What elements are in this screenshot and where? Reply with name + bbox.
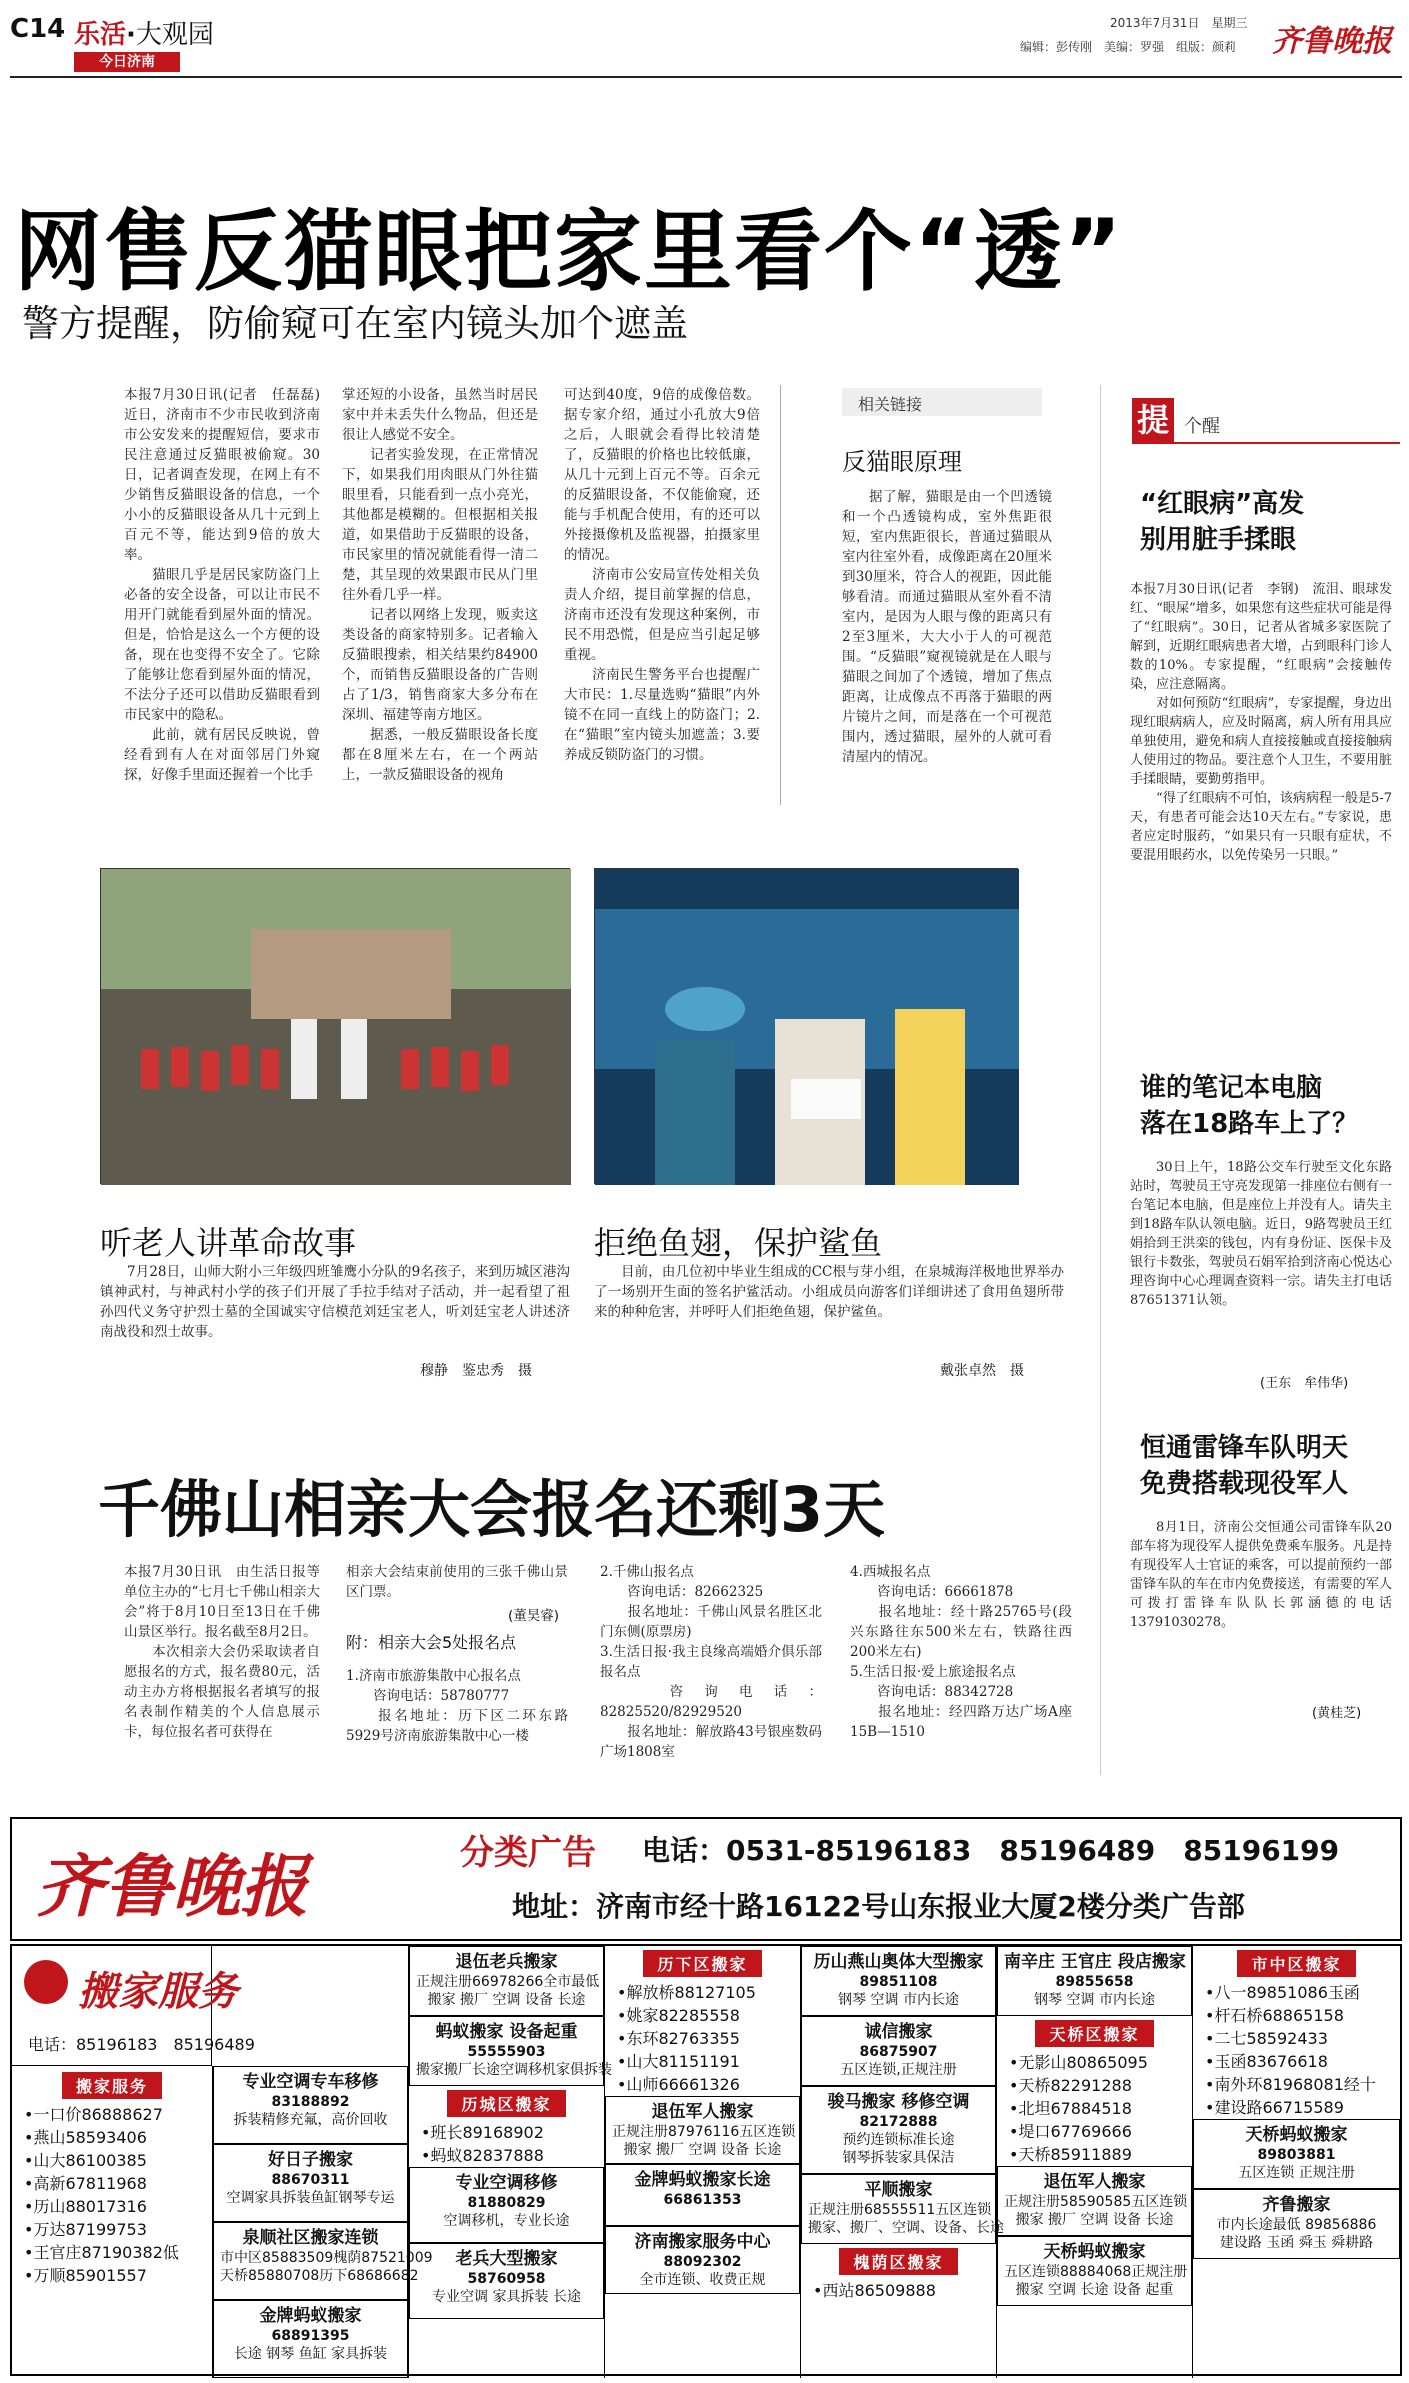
district-list <box>409 2121 604 2167</box>
district-entry: •西站86509888 <box>813 2281 936 2300</box>
ad-name: 专业空调专车移修 <box>242 2072 379 2092</box>
district-entry: •北坦67884518 <box>1009 2099 1132 2118</box>
district-entry: •玉函83676618 <box>1205 2052 1328 2071</box>
photo-children-image <box>101 869 571 1185</box>
ad-line: 钢琴拆装家具保洁 <box>842 2150 955 2166</box>
ad-name: 老兵大型搬家 <box>455 2249 558 2269</box>
sidebar-tab-box: 提 <box>1132 398 1174 442</box>
column-divider <box>780 385 781 805</box>
dating-column-4: 4.西城报名点 咨询电话：66661878 报名地址：经十路25765号(段兴东路往东500米左右，铁路往西200米左右) 5.生活日报·爱上旅途报名点 咨询电话：88342728 报名地址：经四路万达广场A座15B—1510 <box>850 1564 1072 1740</box>
ad-line: 搬家 搬厂 空调 设备 长途 <box>623 2142 782 2158</box>
district-head-wrap <box>801 2244 996 2279</box>
ad-cell <box>1193 2119 1400 2189</box>
ad-cell <box>997 2166 1192 2236</box>
district-entry: •山大86100385 <box>24 2151 147 2170</box>
ad-line: 建设路 玉函 舜玉 舜耕路 <box>1219 2235 1374 2251</box>
district-entry: •蚂蚁82837888 <box>421 2146 544 2165</box>
sidebar-divider <box>1100 385 1101 1775</box>
ad-name: 平顺搬家 <box>864 2180 933 2200</box>
sidebar-story-3-byline: (黄桂芝) <box>1312 1706 1362 1721</box>
sidebar-story-3-text: 8月1日，济南公交恒通公司雷锋车队20部车将为现役军人提供免费乘车服务。凡是持有现役军人士官证的乘客，可以提前预约一部雷锋车队的车在市内免费接送，有需要的军人可拨打雷锋车队队长郭涵德的电话13791030278。 <box>1130 1520 1392 1630</box>
section-subtitle: 大观园 <box>135 20 214 50</box>
district-entry: •山大81151191 <box>617 2052 740 2071</box>
district-entry: •历山88017316 <box>24 2197 147 2216</box>
header-rule <box>10 76 1402 78</box>
section-sub-label: 今日济南 <box>74 52 180 72</box>
photo-shark-protection <box>594 868 1018 1184</box>
district-list <box>801 2279 996 2302</box>
district-list-1 <box>12 2103 212 2287</box>
ad-cell <box>409 2243 604 2319</box>
district-entry: •解放桥88127105 <box>617 1983 756 2002</box>
ad-line: 86875907 <box>859 2044 938 2060</box>
photo-1-caption: 7月28日，山师大附小三年级四班雏鹰小分队的9名孩子，来到历城区港沟镇神武村，与神武村小学的孩子们开展了手拉手结对子活动，并一起看望了祖孙四代义务守护烈士墓的全国诚实守信模范刘廷宝老人，听刘廷宝老人讲述济南战役和烈士故事。 <box>100 1264 570 1340</box>
ad-cell <box>213 2222 433 2300</box>
district-entry: •二七58592433 <box>1205 2029 1328 2048</box>
ad-line: 专业空调 家具拆装 长途 <box>432 2289 581 2305</box>
district-list <box>605 1981 800 2096</box>
district-entry: •八一89851086玉函 <box>1205 1983 1360 2002</box>
ad-name: 退伍老兵搬家 <box>455 1952 558 1972</box>
dating-column-1: 本报7月30日讯 由生活日报等单位主办的“七月七千佛山相亲大会”将于8月10日至13日在千佛山景区举行。报名截至8月2日。 本次相亲大会仍采取读者自愿报名的方式，报名费80元，活动主办方将根据报名者填写的报名表制作精美的个人信息展示卡，每位报名者可获得在 <box>124 1564 320 1740</box>
brand-logo: 齐鲁晚报 <box>1272 24 1392 59</box>
sidebar-story-3-title: 恒通雷锋车队明天 免费搭载现役军人 <box>1140 1433 1349 1499</box>
ad-line: 空调移机，专业长途 <box>443 2213 570 2229</box>
ad-column-5 <box>800 1946 1004 2378</box>
ad-name: 齐鲁搬家 <box>1262 2195 1331 2215</box>
ad-cell <box>409 2016 612 2086</box>
ad-column-7 <box>1192 1946 1400 2378</box>
main-headline: 网售反猫眼把家里看个“透” <box>14 200 1124 303</box>
ad-cell <box>409 2167 604 2243</box>
ad-column-1 <box>12 2068 212 2287</box>
ad-line: 81880829 <box>467 2195 546 2211</box>
ad-line: 89803881 <box>1257 2147 1336 2163</box>
district-entry: •万顺85901557 <box>24 2266 147 2285</box>
ad-cell <box>801 2174 1004 2244</box>
district-head: 槐荫区搬家 <box>839 2248 957 2275</box>
sidebar-story-2-byline: (王东 牟伟华) <box>1260 1376 1349 1391</box>
district-entry: •杆石桥68865158 <box>1205 2006 1344 2025</box>
photo-children-memorial <box>100 868 570 1184</box>
moving-service-phone: 电话：85196183 85196489 <box>28 2035 255 2054</box>
district-entry: •燕山58593406 <box>24 2128 147 2147</box>
ad-name: 南辛庄 王官庄 段店搬家 <box>1004 1952 1186 1972</box>
district-entry: •一口价86888627 <box>24 2105 163 2124</box>
dating-byline: (董昊睿) <box>508 1608 560 1624</box>
article-column-1: 本报7月30日讯(记者 任磊磊) 近日，济南市不少市民收到济南市公安发来的提醒短信，要求市民注意通过反猫眼被偷窥。30日，记者调查发现，在网上有不少销售反猫眼设备的信息，一个小小的反猫眼设备从几十元到上百元不等，能达到9倍的放大率。 猫眼几乎是居民家防盗门上必备的安全设备，可以让市民不用开门就能看到屋外面的情况。但是，恰恰是这么一个方便的设备，现在也变得不安全了。它除了能够让您看到屋外面的情况，不法分子还可以借助反猫眼看到市民家中的隐私。 此前，就有居民反映说，曾经看到有人在对面邻居门外窥探，好像手里面还握着一个比手 <box>124 387 320 783</box>
ad-name: 泉顺社区搬家连锁 <box>242 2228 379 2248</box>
dating-points-head: 附：相亲大会5处报名点 <box>346 1633 517 1652</box>
ad-line: 天桥85880708历下68686682 <box>220 2268 419 2284</box>
ad-line: 83188892 <box>271 2094 350 2110</box>
ad-cell <box>997 1946 1192 2016</box>
ad-column-2 <box>212 2066 433 2378</box>
ad-line: 正规注册58590585五区连锁 <box>1004 2194 1188 2210</box>
district-entry: •高新67811968 <box>24 2174 147 2193</box>
district-entry: •无影山80865095 <box>1009 2053 1148 2072</box>
ad-line: 市内长途最低 89856886 <box>1216 2217 1377 2233</box>
ad-line: 钢琴 空调 市内长途 <box>1034 1992 1155 2008</box>
ad-line: 全市连锁、收费正规 <box>639 2272 766 2288</box>
ad-cell <box>213 2300 408 2378</box>
ad-cell <box>801 2086 996 2174</box>
ad-name: 金牌蚂蚁搬家长途 <box>634 2170 771 2190</box>
sidebar-story-2-title: 谁的笔记本电脑 落在18路车上了？ <box>1140 1073 1359 1139</box>
ad-line: 五区连锁,正规注册 <box>840 2062 957 2078</box>
section-name: 乐活·大观园 <box>74 20 214 50</box>
district-entry: •王官庄87190382低 <box>24 2243 179 2262</box>
photo-2-title: 拒绝鱼翅，保护鲨鱼 <box>594 1224 883 1262</box>
ad-cell <box>801 2016 996 2086</box>
classified-address: 地址：济南市经十路16122号山东报业大厦2楼分类广告部 <box>512 1890 1245 1923</box>
moving-service-panel <box>12 1946 255 2066</box>
ad-cell <box>605 2164 800 2226</box>
ad-name: 金牌蚂蚁搬家 <box>259 2306 362 2326</box>
ad-cell <box>409 1946 604 2016</box>
ad-cell <box>801 1946 996 2016</box>
ad-line: 市中区85883509槐荫87521009 <box>220 2250 433 2266</box>
classified-category: 分类广告 <box>460 1833 596 1873</box>
ad-line: 长途 钢琴 鱼缸 家具拆装 <box>233 2346 388 2362</box>
related-title: 反猫眼原理 <box>842 448 962 476</box>
ad-name: 骏马搬家 移修空调 <box>827 2092 970 2112</box>
article-column-3: 可达到40度，9倍的成像倍数。据专家介绍，通过小孔放大9倍之后，人眼就会看得比较清楚了，反猫眼的价格也比较低廉，从几十元到上百元不等。百余元的反猫眼设备，不仅能偷窥，还能与手机配合使用，有的还可以外接摄像机及监视器，拍摄家里的情况。 济南市公安局宣传处相关负责人介绍，提目前掌握的信息，济南市还没有发现这种案例，市民不用恐慌，但是应当引起足够重视。 济南民生警务平台也提醒广大市民：1.尽量选购“猫眼”内外镜不在同一直线上的防盗门；2.在“猫眼”室内镜头加遮盖；3.要养成反锁防盗门的习惯。 <box>564 387 760 763</box>
ad-line: 89855658 <box>1055 1974 1134 1990</box>
ad-line: 正规注册66978266全市最低 <box>416 1974 600 1990</box>
main-subheadline: 警方提醒，防偷窥可在室内镜头加个遮盖 <box>22 302 688 345</box>
district-entry: •天桥82291288 <box>1009 2076 1132 2095</box>
header-date: 2013年7月31日 星期三 <box>1110 16 1248 30</box>
ad-line: 五区连锁 正规注册 <box>1238 2165 1355 2181</box>
ad-name: 济南搬家服务中心 <box>634 2232 771 2252</box>
header-editors: 编辑：彭传刚 美编：罗强 组版：颜莉 <box>1020 40 1237 54</box>
classified-banner <box>10 1817 1402 1941</box>
ad-cell <box>605 2096 800 2164</box>
district-head: 市中区搬家 <box>1237 1950 1355 1977</box>
ad-line: 预约连锁标准长途 <box>842 2132 955 2148</box>
district-head-1: 搬家服务 <box>62 2072 162 2099</box>
ad-column-3 <box>408 1946 612 2378</box>
ad-cell <box>605 2226 800 2294</box>
ad-line: 搬家 搬厂 空调 设备 长途 <box>427 1992 586 2008</box>
classified-brand: 齐鲁晚报 <box>36 1847 309 1927</box>
ad-line: 钢琴 空调 市内长途 <box>838 1992 959 2008</box>
district-head: 天桥区搬家 <box>1035 2020 1153 2047</box>
sidebar-tab-label: 个醒 <box>1184 416 1220 437</box>
moving-service-title: 搬家服务 <box>78 1969 238 2015</box>
ad-name: 退伍军人搬家 <box>1043 2172 1146 2192</box>
ad-name: 蚂蚁搬家 设备起重 <box>435 2022 578 2042</box>
district-head-wrap <box>997 2016 1192 2051</box>
ad-name: 历山燕山奥体大型搬家 <box>813 1952 984 1972</box>
district-entry: •万达87199753 <box>24 2220 147 2239</box>
dating-column-3: 2.千佛山报名点 咨询电话：82662325 报名地址：千佛山风景名胜区北门东侧(原票房) 3.生活日报·我主良缘高端婚介俱乐部报名点 咨询电话：82825520/82929520 报名地址：解放路43号银座数码广场1808室 <box>600 1564 822 1760</box>
district-entry: •东环82763355 <box>617 2029 740 2048</box>
ad-line: 空调家具拆装鱼缸钢琴专运 <box>226 2190 395 2206</box>
ad-line: 搬家、搬厂、空调、设备、长途 <box>808 2220 1004 2236</box>
sidebar-tab-rule <box>1132 442 1400 444</box>
page-number: C14 <box>10 14 66 44</box>
ad-cell <box>213 2144 408 2222</box>
related-text: 据了解，猫眼是由一个凹透镜和一个凸透镜构成，室外焦距很短，室内焦距很长，普通过猫眼从室内往室外看，成像距离在20厘米到30厘米，符合人的视距，因此能够看清。而通过猫眼从室外看不清室内，是因为人眼与像的距离只有2至3厘米，大大小于人的可视范围。“反猫眼”窥视镜就是在人眼与猫眼之间加了个透镜，增加了焦点距离，让成像点不再落于猫眼的两片镜片之间，而是落在一个可视范围内，透过猫眼，屋外的人就可看清屋内的情况。 <box>842 489 1052 765</box>
district-entry: •姚家82285558 <box>617 2006 740 2025</box>
ad-line: 68891395 <box>271 2328 350 2344</box>
ad-line: 拆装精修充氟，高价回收 <box>233 2112 388 2128</box>
sidebar-story-2-text: 30日上午，18路公交车行驶至文化东路站时，驾驶员王守亮发现第一排座位右侧有一台笔记本电脑，但是座位上并没有人。请失主到18路车队认领电脑。近日，9路驾驶员王红娟拾到王洪栾的钱包，内有身份证、医保卡及银行卡数张，驾驶员石娟军拾到济南心悦达心理咨询中心心理调查资料一宗。请失主打电话87651371认领。 <box>1130 1160 1392 1308</box>
photo-1-title: 听老人讲革命故事 <box>100 1224 357 1262</box>
district-head: 历城区搬家 <box>447 2090 565 2117</box>
photo-2-credit: 戴张卓然 摄 <box>940 1363 1024 1379</box>
ad-cell <box>997 2236 1192 2306</box>
ad-column-4 <box>604 1946 800 2378</box>
district-entry: •天桥85911889 <box>1009 2145 1132 2164</box>
classified-phones: 电话：0531-85196183 85196489 85196199 <box>642 1834 1340 1867</box>
ad-cell <box>213 2066 408 2144</box>
moving-service-icon <box>24 1960 68 2004</box>
ads-grid <box>10 1944 1402 2376</box>
sidebar-story-1-text: 本报7月30日讯(记者 李钢) 流泪、眼球发红、“眼屎”增多，如果您有这些症状可能是得了“红眼病”。30日，记者从省城多家医院了解到，近期红眼病患者大增，占到眼科门诊人数的10%。专家提醒，“红眼病”会接触传染，应注意隔离。 对如何预防“红眼病”，专家提醒，身边出现红眼病病人，应及时隔离，病人所有用具应单独使用，避免和病人直接接触或直接接触病人使用过的物品。要注意个人卫生，不要用脏手揉眼睛，要勤剪指甲。 “得了红眼病不可怕，该病病程一般是5-7天，有患者可能会达10天左右。”专家说，患者应定时服药，“如果只有一只眼有症状，不要混用眼药水，以免传染另一只眼。” <box>1130 582 1392 863</box>
photo-1-credit: 穆静 鉴忠秀 摄 <box>420 1363 532 1379</box>
ad-column-6 <box>996 1946 1192 2378</box>
district-entry: •建设路66715589 <box>1205 2098 1344 2117</box>
ad-line: 正规注册87976116五区连锁 <box>612 2124 796 2140</box>
district-head: 历下区搬家 <box>643 1950 761 1977</box>
related-tag: 相关链接 <box>858 395 923 414</box>
section-title: 乐活 <box>74 20 127 50</box>
ad-line: 正规注册68555511五区连锁 <box>808 2202 992 2218</box>
ad-line: 搬家 空调 长途 设备 起重 <box>1015 2282 1174 2298</box>
district-entry: •南外环81968081经十 <box>1205 2075 1376 2094</box>
dating-column-2b: 1.济南市旅游集散中心报名点 咨询电话：58780777 报名地址：历下区二环东路5929号济南旅游集散中心一楼 <box>346 1668 568 1744</box>
district-entry: •山师66661326 <box>617 2075 740 2094</box>
ad-line: 55555903 <box>467 2044 546 2060</box>
ad-line: 五区连锁88884068正规注册 <box>1004 2264 1188 2280</box>
ad-line: 88670311 <box>271 2172 350 2188</box>
district-entry: •班长89168902 <box>421 2123 544 2142</box>
ad-line: 88092302 <box>663 2254 742 2270</box>
district-head-wrap <box>409 2086 604 2121</box>
district-head-wrap <box>1193 1946 1400 1981</box>
ad-name: 天桥蚂蚁搬家 <box>1245 2125 1348 2145</box>
article-column-2: 掌还短的小设备，虽然当时居民家中并未丢失什么物品，但还是很让人感觉不安全。 记者实验发现，在正常情况下，如果我们用肉眼从门外往猫眼里看，只能看到一点小亮光，其他都是模糊的。但根据相关报道，如果借助于反猫眼的设备，市民家里的情况就能看得一清二楚，其呈现的效果跟市民从门里往外看几乎一样。 记者以网络上发现，贩卖这类设备的商家特别多。记者输入反猫眼搜索，相关结果约84900个，而销售反猫眼设备的广告则占了1/3，销售商家大多分布在深圳、福建等南方地区。 据悉，一般反猫眼设备长度都在8厘米左右，在一个两站上，一款反猫眼设备的视角 <box>342 387 538 783</box>
ad-name: 天桥蚂蚁搬家 <box>1043 2242 1146 2262</box>
ad-line: 58760958 <box>467 2271 546 2287</box>
sidebar-story-1-title: “红眼病”高发 别用脏手揉眼 <box>1140 489 1305 555</box>
ad-line: 搬家搬厂长途空调移机家俱拆装 <box>416 2062 612 2078</box>
district-list <box>1193 1981 1400 2119</box>
district-head-wrap <box>605 1946 800 1981</box>
ad-line: 82172888 <box>859 2114 938 2130</box>
ad-line: 搬家 搬厂 空调 设备 长途 <box>1015 2212 1174 2228</box>
district-entry: •堤口67769666 <box>1009 2122 1132 2141</box>
ad-line: 66861353 <box>663 2192 742 2208</box>
ad-name: 专业空调移修 <box>455 2173 558 2193</box>
ad-name: 退伍军人搬家 <box>651 2102 754 2122</box>
ad-line: 89851108 <box>859 1974 938 1990</box>
dating-column-2a: 相亲大会结束前使用的三张千佛山景区门票。 <box>346 1564 568 1600</box>
photo-shark-image <box>595 869 1019 1185</box>
ad-name: 诚信搬家 <box>864 2022 933 2042</box>
district-list <box>997 2051 1192 2166</box>
photo-2-caption: 目前，由几位初中毕业生组成的CC根与芽小组，在泉城海洋极地世界举办了一场别开生面的签名护鲨活动。小组成员向游客们详细讲述了食用鱼翅所带来的种种危害，并呼吁人们拒绝鱼翅，保护鲨鱼。 <box>594 1264 1064 1320</box>
dating-headline: 千佛山相亲大会报名还剩3天 <box>98 1473 886 1546</box>
ad-cell <box>1193 2189 1400 2259</box>
ad-name: 好日子搬家 <box>268 2150 353 2170</box>
